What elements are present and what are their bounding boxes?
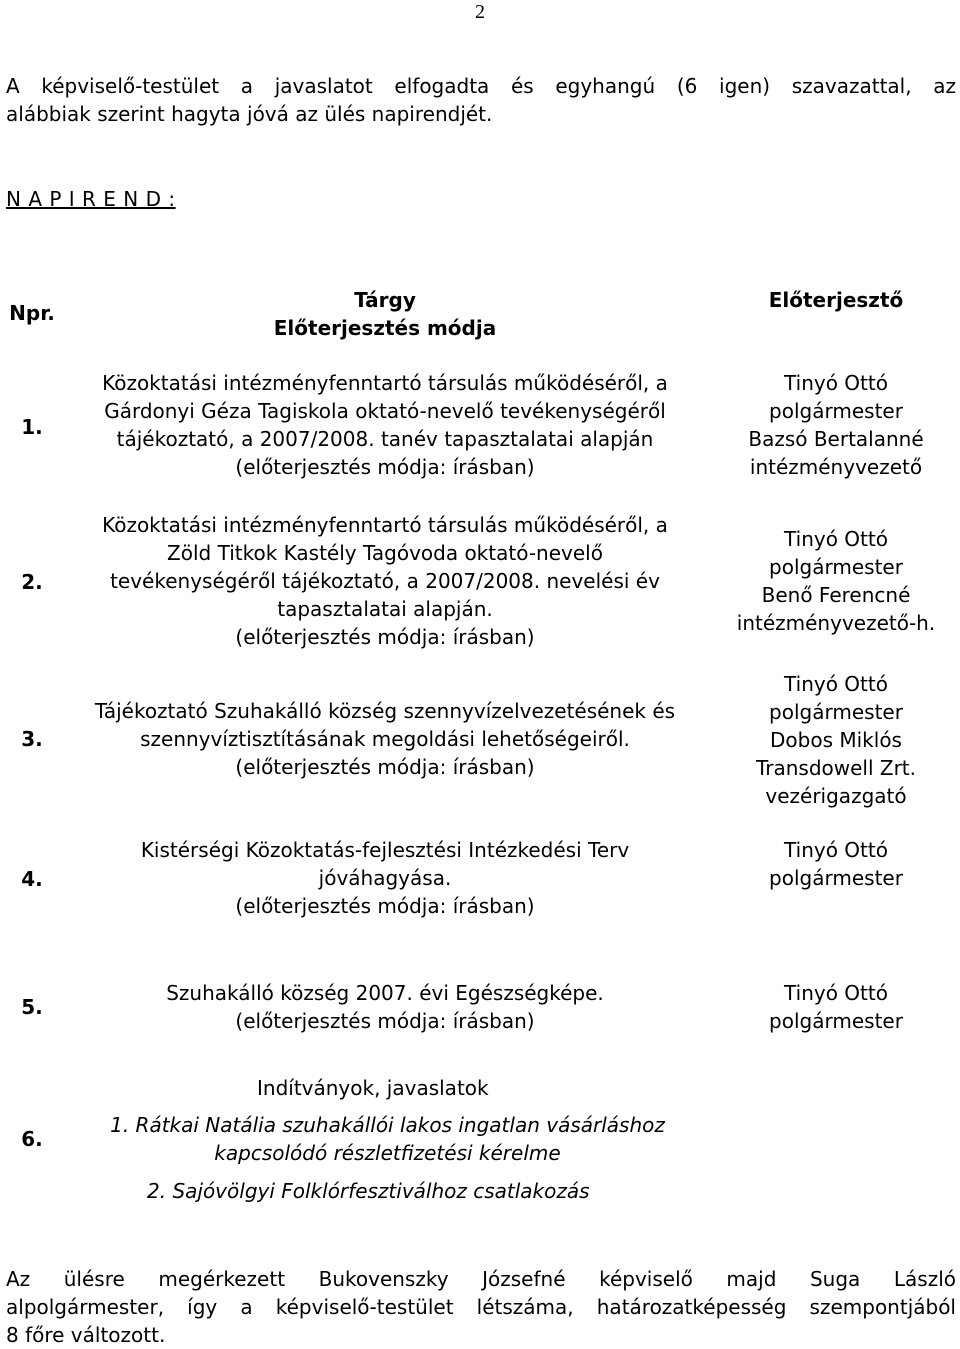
subject-line: Közoktatási intézményfenntartó társulás működéséről, a xyxy=(102,513,668,537)
intro-paragraph xyxy=(6,72,956,128)
presenter-line: vezérigazgató xyxy=(765,784,907,808)
agenda-heading: N A P I R E N D : xyxy=(6,187,176,211)
item-subject xyxy=(65,369,705,481)
subject-line: (előterjesztés módja: írásban) xyxy=(235,894,535,918)
subject-line: tevékenységéről tájékoztató, a 2007/2008. nevelési év xyxy=(110,569,660,593)
presenter-line: Tinyó Ottó xyxy=(784,981,888,1005)
presenter-line: Tinyó Ottó xyxy=(784,371,888,395)
item-subject xyxy=(65,979,705,1035)
item-presenter xyxy=(712,836,960,892)
presenter-line: Dobos Miklós xyxy=(770,728,902,752)
header-subject-mode: Előterjesztés módja xyxy=(273,316,497,340)
presenter-line: intézményvezető-h. xyxy=(736,611,936,635)
presenter-line: Bazsó Bertalanné xyxy=(748,427,924,451)
item-number: 3. xyxy=(21,727,43,751)
item-presenter xyxy=(712,979,960,1035)
header-subject-title: Tárgy xyxy=(354,288,416,312)
item-subject xyxy=(65,697,705,781)
item-presenter xyxy=(712,670,960,810)
page-number: 2 xyxy=(475,1,485,23)
item-number: 5. xyxy=(21,995,43,1019)
presenter-line: polgármester xyxy=(769,866,903,890)
item-presenter xyxy=(712,525,960,637)
subject-line: (előterjesztés módja: írásban) xyxy=(235,1009,535,1033)
subitem-line: kapcsolódó részletfizetési kérelme xyxy=(214,1141,561,1165)
subject-line: (előterjesztés módja: írásban) xyxy=(235,755,535,779)
subject-line: tapasztalatai alapján. xyxy=(277,597,493,621)
item-number: 6. xyxy=(21,1127,43,1151)
subitem xyxy=(147,1177,590,1205)
presenter-line: intézményvezető xyxy=(749,455,923,479)
item-title: Indítványok, javaslatok xyxy=(257,1076,489,1100)
subitem xyxy=(80,1111,695,1167)
presenter-line: Benő Ferencné xyxy=(761,583,911,607)
subject-line: Tájékoztató Szuhakálló község szennyvízelvezetésének és xyxy=(94,699,676,723)
presenter-line: polgármester xyxy=(769,555,903,579)
subject-line: Gárdonyi Géza Tagiskola oktató-nevelő tevékenységéről xyxy=(104,399,666,423)
closing-line: Az ülésre megérkezett Bukovenszky Józsefné képviselő majd Suga László xyxy=(6,1267,956,1291)
subject-line: tájékoztató, a 2007/2008. tanév tapasztalatai alapján xyxy=(116,427,654,451)
item-presenter xyxy=(712,369,960,481)
item-number: 2. xyxy=(21,570,43,594)
presenter-line: Tinyó Ottó xyxy=(784,527,888,551)
closing-line: 8 főre változott. xyxy=(6,1323,166,1347)
item-number: 4. xyxy=(21,867,43,891)
subitem-line: 2. Sajóvölgyi Folklórfesztiválhoz csatlakozás xyxy=(147,1179,590,1203)
item-number: 1. xyxy=(21,415,43,439)
subject-line: szennyvíztisztításának megoldási lehetőségeiről. xyxy=(140,727,630,751)
header-subject xyxy=(65,286,705,342)
item-subject xyxy=(65,836,705,920)
subject-line: jóváhagyása. xyxy=(318,866,452,890)
header-number: Npr. xyxy=(9,301,55,325)
subject-line: Zöld Titkok Kastély Tagóvoda oktató-nevelő xyxy=(167,541,603,565)
item-subject xyxy=(65,511,705,651)
subject-line: (előterjesztés módja: írásban) xyxy=(235,625,535,649)
subject-line: Közoktatási intézményfenntartó társulás működéséről, a xyxy=(102,371,668,395)
presenter-line: Transdowell Zrt. xyxy=(755,756,917,780)
closing-line: alpolgármester, így a képviselő-testület létszáma, határozatképesség szempontjából xyxy=(6,1295,956,1319)
presenter-line: polgármester xyxy=(769,1009,903,1033)
presenter-line: polgármester xyxy=(769,399,903,423)
header-presenter: Előterjesztő xyxy=(768,288,904,312)
subject-line: (előterjesztés módja: írásban) xyxy=(235,455,535,479)
intro-line: alábbiak szerint hagyta jóvá az ülés napirendjét. xyxy=(6,102,493,126)
presenter-line: Tinyó Ottó xyxy=(784,838,888,862)
presenter-line: Tinyó Ottó xyxy=(784,672,888,696)
intro-line: A képviselő-testület a javaslatot elfogadta és egyhangú (6 igen) szavazattal, az xyxy=(6,74,956,98)
closing-paragraph xyxy=(6,1265,956,1349)
subitem-line: 1. Rátkai Natália szuhakállói lakos ingatlan vásárláshoz xyxy=(110,1113,665,1137)
subject-line: Kistérségi Közoktatás-fejlesztési Intézkedési Terv xyxy=(140,838,630,862)
presenter-line: polgármester xyxy=(769,700,903,724)
subject-line: Szuhakálló község 2007. évi Egészségképe. xyxy=(166,981,604,1005)
